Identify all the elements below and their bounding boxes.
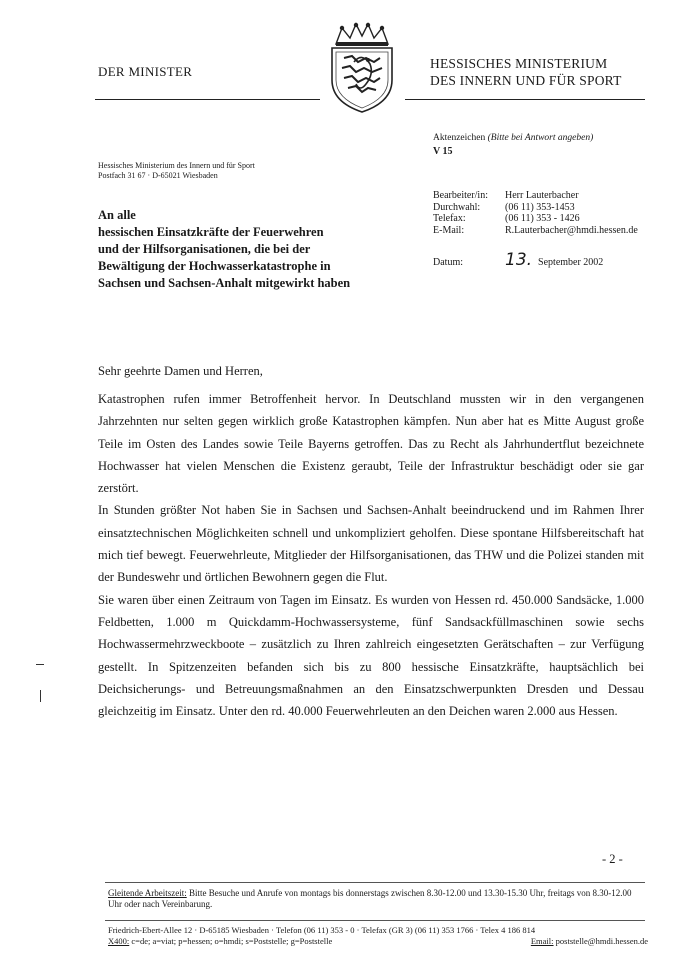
contact-row (433, 213, 638, 225)
body-paragraph: Katastrophen rufen immer Betroffenheit hervor. In Deutschland mussten wir in den vergangenen Jahrzehnten nur selten gegen wirklich große Katastrophen kämpfen. Nun aber hat es Mitte August große Teile im Osten des Landes sowie Teile Bayerns getroffen. Das zu Recht als Jahrhundertflut bezeichnete Hochwasser hat vielen Menschen die Existenz geraubt, Teile der Infrastruktur beschädigt oder sie gar zerstört. (98, 392, 644, 496)
minister-title: DER MINISTER (98, 64, 193, 79)
footer-address-line: Friedrich-Ebert-Allee 12 · D-65185 Wiesbaden · Telefon (06 11) 353 - 0 · Telefax (GR 3) (06 11) 353 1766 · Telex 4 186 814 (108, 925, 536, 935)
footer-hours-label: Gleitende Arbeitszeit: (108, 888, 187, 898)
return-address-line1: Hessisches Ministerium des Innern und für Sport (98, 161, 255, 170)
return-address (98, 161, 255, 181)
date-rest: September 2002 (538, 257, 604, 268)
contact-block (433, 190, 638, 236)
ministry-title-line2: DES INNERN UND FÜR SPORT (430, 73, 622, 88)
footer-hours (108, 888, 638, 910)
footer-x400 (108, 936, 332, 947)
contact-row (433, 225, 638, 237)
contact-row (433, 190, 638, 202)
letter-body (98, 388, 644, 722)
footer-rule-top (105, 882, 645, 883)
punch-mark (40, 690, 41, 702)
contact-value: (06 11) 353-1453 (505, 201, 575, 213)
footer-x400-row (108, 936, 648, 947)
footer-address (108, 925, 648, 947)
footer-email-link[interactable]: poststelle@hmdi.hessen.de (555, 936, 648, 946)
contact-key: E-Mail: (433, 224, 465, 236)
addressee-line: hessischen Einsatzkräfte der Feuerwehren (98, 225, 324, 239)
date-label: Datum: (433, 257, 463, 268)
reference-label (433, 133, 593, 143)
reference-label-text: Aktenzeichen (433, 133, 486, 143)
addressee-line: Sachsen und Sachsen-Anhalt mitgewirkt haben (98, 276, 351, 290)
reference-value: V 15 (433, 146, 453, 157)
fold-mark (36, 664, 44, 665)
contact-key: Durchwahl: (433, 201, 481, 213)
date-day-handwritten: 13. (505, 250, 533, 270)
addressee-line: Bewältigung der Hochwasserkatastrophe in (98, 259, 331, 273)
footer-hours-text: Bitte Besuche und Anrufe von montags bis donnerstags zwischen 8.30-12.00 und 13.30-15.30 Uhr, freitags von 8.30-12.00 Uhr oder nach Vereinbarung. (108, 888, 632, 909)
footer-email (531, 936, 648, 947)
salutation: Sehr geehrte Damen und Herren, (98, 364, 263, 378)
ministry-title (430, 55, 622, 89)
body-paragraph: In Stunden größter Not haben Sie in Sachsen und Sachsen-Anhalt beeindruckend und im Rahmen Ihrer einsatztechnischen Möglichkeiten schnell und unkompliziert geholfen. Diese spontane Hilfsbereitschaft hat mich tief bewegt. Feuerwehrleute, Mitglieder der Hilfsorganisationen, das THW und die Polizei standen mit der Bundeswehr und örtlichen Bewohnern gegen die Flut. (98, 503, 644, 585)
date-row (433, 250, 603, 270)
ministry-title-line1: HESSISCHES MINISTERIUM (430, 56, 608, 71)
body-paragraph: Sie waren über einen Zeitraum von Tagen im Einsatz. Es wurden von Hessen rd. 450.000 Sandsäcke, 1.000 Feldbetten, 1.000 m Quickdamm-Hochwassersysteme, fünf Sandsackfüllmaschinen sowie sechs Hochwassermehrzweckboote – zusätzlich zu Ihren zahlreich eingesetzten Gerätschaften – zur Verfügung gestellt. In Spitzenzeiten befanden sich bis zu 800 hessische Einsatzkräfte, hauptsächlich bei Deichsicherungs- und Betreuungsmaßnahmen an den Einsatzschwerpunkten Dresden und Dessau gleichzeitig im Einsatz. Unter den rd. 40.000 Feuerwehrleuten an den Deichen waren 2.000 aus Hessen. (98, 592, 644, 719)
contact-email[interactable]: R.Lauterbacher@hmdi.hessen.de (505, 224, 638, 236)
addressee-block (98, 207, 418, 292)
hessen-coat-of-arms-icon (322, 22, 402, 114)
header-rule-right (405, 99, 645, 100)
addressee-line: An alle (98, 208, 136, 222)
contact-row (433, 202, 638, 214)
footer-email-label: Email: (530, 936, 554, 946)
footer-x400-text: c=de; a=viat; p=hessen; o=hmdi; s=Poststelle; g=Poststelle (131, 936, 333, 946)
contact-value: (06 11) 353 - 1426 (505, 213, 580, 224)
footer-x400-label: X400: (108, 936, 130, 946)
reference-label-note: (Bitte bei Antwort angeben) (487, 133, 594, 143)
contact-key: Bearbeiter/in: (433, 190, 488, 201)
contact-value: Herr Lauterbacher (505, 190, 579, 201)
return-address-line2: Postfach 31 67 · D-65021 Wiesbaden (98, 171, 218, 180)
header-rule-left (95, 99, 320, 100)
footer-rule-bottom (105, 920, 645, 921)
page-number: - 2 - (602, 852, 623, 866)
contact-key: Telefax: (433, 213, 466, 224)
addressee-line: und der Hilfsorganisationen, die bei der (98, 242, 311, 256)
